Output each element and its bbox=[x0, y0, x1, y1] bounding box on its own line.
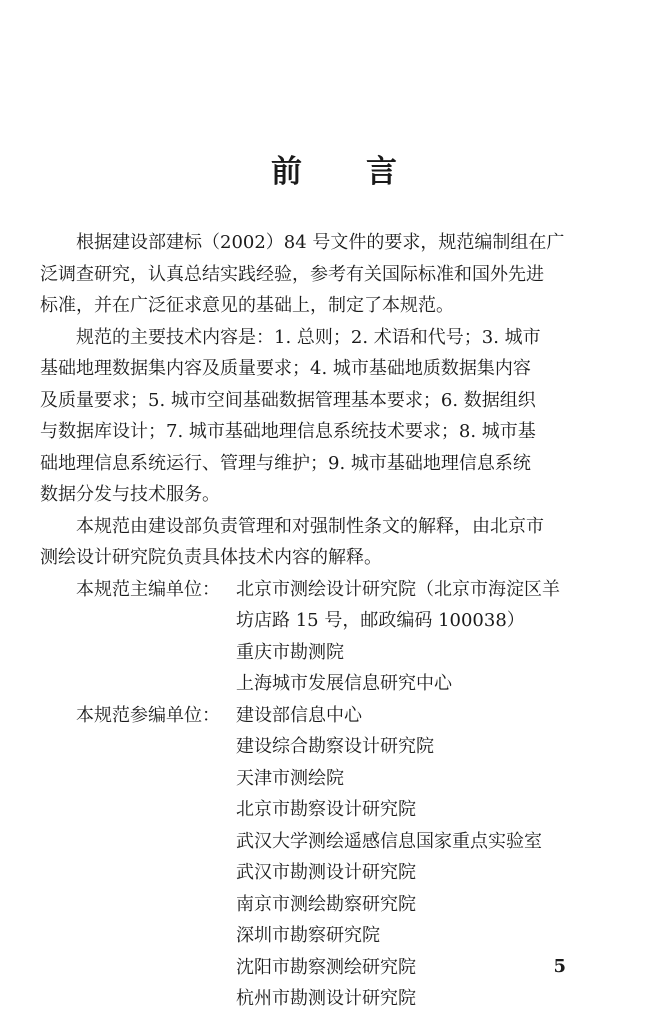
text-line: 及质量要求；5. 城市空间基础数据管理基本要求；6. 数据组织 bbox=[40, 389, 536, 411]
text-line: 泛调查研究，认真总结实践经验，参考有关国际标准和国外先进 bbox=[40, 263, 544, 285]
unit-item: 武汉大学测绘遥感信息国家重点实验室 bbox=[236, 830, 542, 852]
unit-item: 北京市勘察设计研究院 bbox=[236, 799, 416, 820]
chief-units-label: 本规范主编单位： bbox=[76, 578, 220, 600]
unit-item: 深圳市勘察研究院 bbox=[236, 925, 380, 946]
text-line: 测绘设计研究院负责具体技术内容的解释。 bbox=[40, 547, 382, 568]
title-char-2: 言 bbox=[366, 154, 397, 190]
page-number: 5 bbox=[553, 956, 566, 977]
unit-item: 杭州市勘测设计研究院 bbox=[236, 988, 416, 1009]
unit-item: 沈阳市勘察测绘研究院 bbox=[236, 956, 416, 978]
unit-item: 上海城市发展信息研究中心 bbox=[236, 673, 452, 694]
text-line: 规范的主要技术内容是：1. 总则；2. 术语和代号；3. 城市 bbox=[76, 326, 541, 348]
participating-units-list bbox=[236, 700, 628, 1015]
preface-body bbox=[40, 227, 628, 1015]
unit-item: 坊店路 15 号，邮政编码 100038） bbox=[236, 610, 525, 631]
text-line: 标准，并在广泛征求意见的基础上，制定了本规范。 bbox=[40, 295, 454, 316]
chief-units-block bbox=[40, 574, 628, 700]
participating-units-label: 本规范参编单位： bbox=[76, 704, 220, 726]
unit-item: 南京市测绘勘察研究院 bbox=[236, 893, 416, 915]
unit-item: 武汉市勘测设计研究院 bbox=[236, 862, 416, 883]
text-line: 与数据库设计；7. 城市基础地理信息系统技术要求；8. 城市基 bbox=[40, 421, 536, 442]
unit-item: 建设综合勘察设计研究院 bbox=[236, 736, 434, 757]
unit-item: 北京市测绘设计研究院（北京市海淀区羊 bbox=[236, 578, 560, 600]
title-char-1: 前 bbox=[271, 154, 302, 190]
chief-units-list bbox=[236, 574, 628, 700]
page-title bbox=[0, 152, 668, 192]
paragraph-contents bbox=[40, 322, 628, 511]
paragraph-management bbox=[40, 511, 628, 574]
unit-item: 天津市测绘院 bbox=[236, 767, 344, 789]
text-line: 础地理信息系统运行、管理与维护；9. 城市基础地理信息系统 bbox=[40, 452, 531, 474]
unit-item: 建设部信息中心 bbox=[236, 704, 362, 726]
text-line: 数据分发与技术服务。 bbox=[40, 484, 220, 505]
text-line: 根据建设部建标（2002）84 号文件的要求，规范编制组在广 bbox=[76, 232, 565, 253]
text-line: 本规范由建设部负责管理和对强制性条文的解释，由北京市 bbox=[76, 515, 544, 537]
unit-item: 重庆市勘测院 bbox=[236, 641, 344, 663]
paragraph-basis bbox=[40, 227, 628, 322]
text-line: 基础地理数据集内容及质量要求；4. 城市基础地质数据集内容 bbox=[40, 358, 531, 379]
participating-units-block bbox=[40, 700, 628, 1015]
